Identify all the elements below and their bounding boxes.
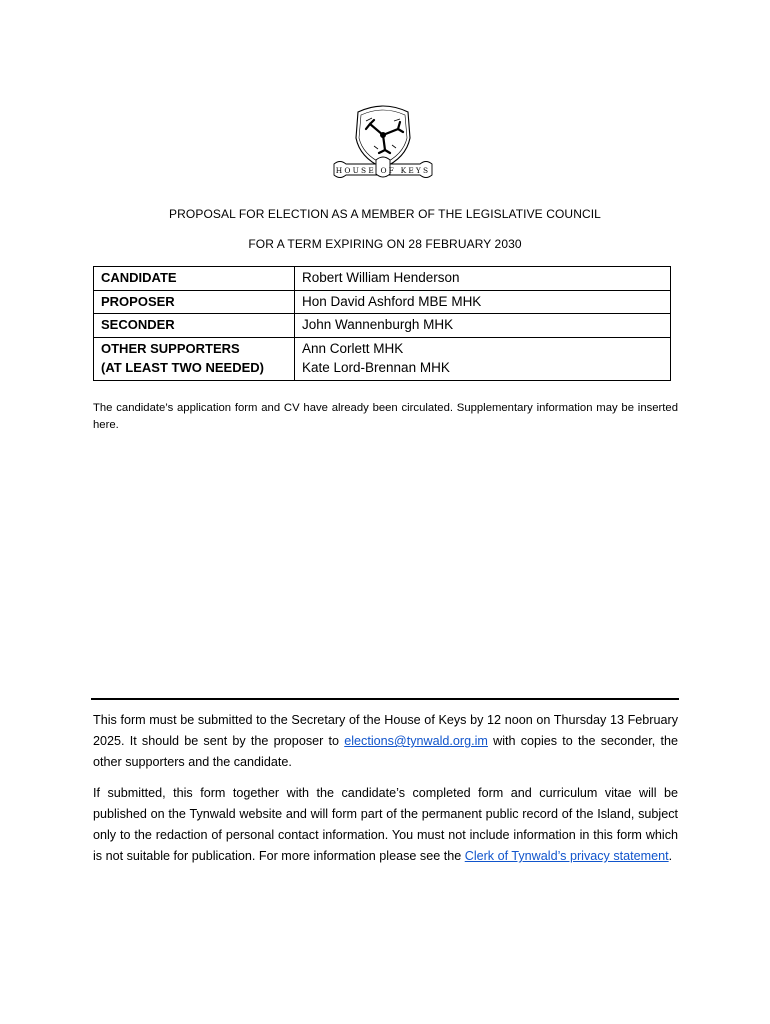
- proposer-value[interactable]: Hon David Ashford MBE MHK: [295, 290, 671, 314]
- table-row-proposer: [94, 290, 671, 314]
- privacy-statement-link[interactable]: Clerk of Tynwald’s privacy statement: [464, 849, 669, 863]
- table-row-candidate: [94, 267, 671, 291]
- triskelion-crest-icon: [330, 102, 436, 182]
- proposer-label: PROPOSER: [94, 290, 295, 314]
- publication-notice: If submitted, this form together with the candidate’s completed form and curriculum vitae will be published on the Tynwald website and will form part of the permanent public record of the Island, subject only to the redaction of personal contact information. You must not include information in this form which is not suitable for publication. For more information please see the Clerk of Tynwald’s privacy statement.: [93, 786, 678, 863]
- seconder-value[interactable]: John Wannenburgh MHK: [295, 314, 671, 338]
- elections-email-link[interactable]: elections@tynwald.org.im: [344, 734, 488, 748]
- other-supporters-value[interactable]: [295, 337, 671, 380]
- supplementary-note[interactable]: The candidate’s application form and CV have already been circulated. Supplementary information may be inserted here.: [93, 402, 678, 431]
- supporter-2: Kate Lord-Brennan MHK: [302, 360, 450, 376]
- nomination-table: [93, 266, 671, 381]
- crest-banner-text: HOUSE OF KEYS: [335, 166, 431, 175]
- table-row-other-supporters: [94, 337, 671, 380]
- form-title: PROPOSAL FOR ELECTION AS A MEMBER OF THE LEGISLATIVE COUNCIL: [169, 207, 601, 221]
- submission-instructions: This form must be submitted to the Secretary of the House of Keys by 12 noon on Thursday 13 February 2025. It should be sent by the proposer to elections@tynwald.org.im with copies to the seconder, the other supporters and the candidate.: [93, 713, 679, 769]
- house-of-keys-crest: [330, 102, 436, 182]
- section-divider: [91, 698, 679, 700]
- form-subtitle: FOR A TERM EXPIRING ON 28 FEBRUARY 2030: [248, 237, 522, 251]
- other-supporters-label: OTHER SUPPORTERS (AT LEAST TWO NEEDED): [94, 337, 295, 380]
- supporter-1: Ann Corlett MHK: [302, 340, 404, 356]
- candidate-value[interactable]: Robert William Henderson: [295, 267, 671, 291]
- seconder-label: SECONDER: [94, 314, 295, 338]
- table-row-seconder: [94, 314, 671, 338]
- candidate-label: CANDIDATE: [94, 267, 295, 291]
